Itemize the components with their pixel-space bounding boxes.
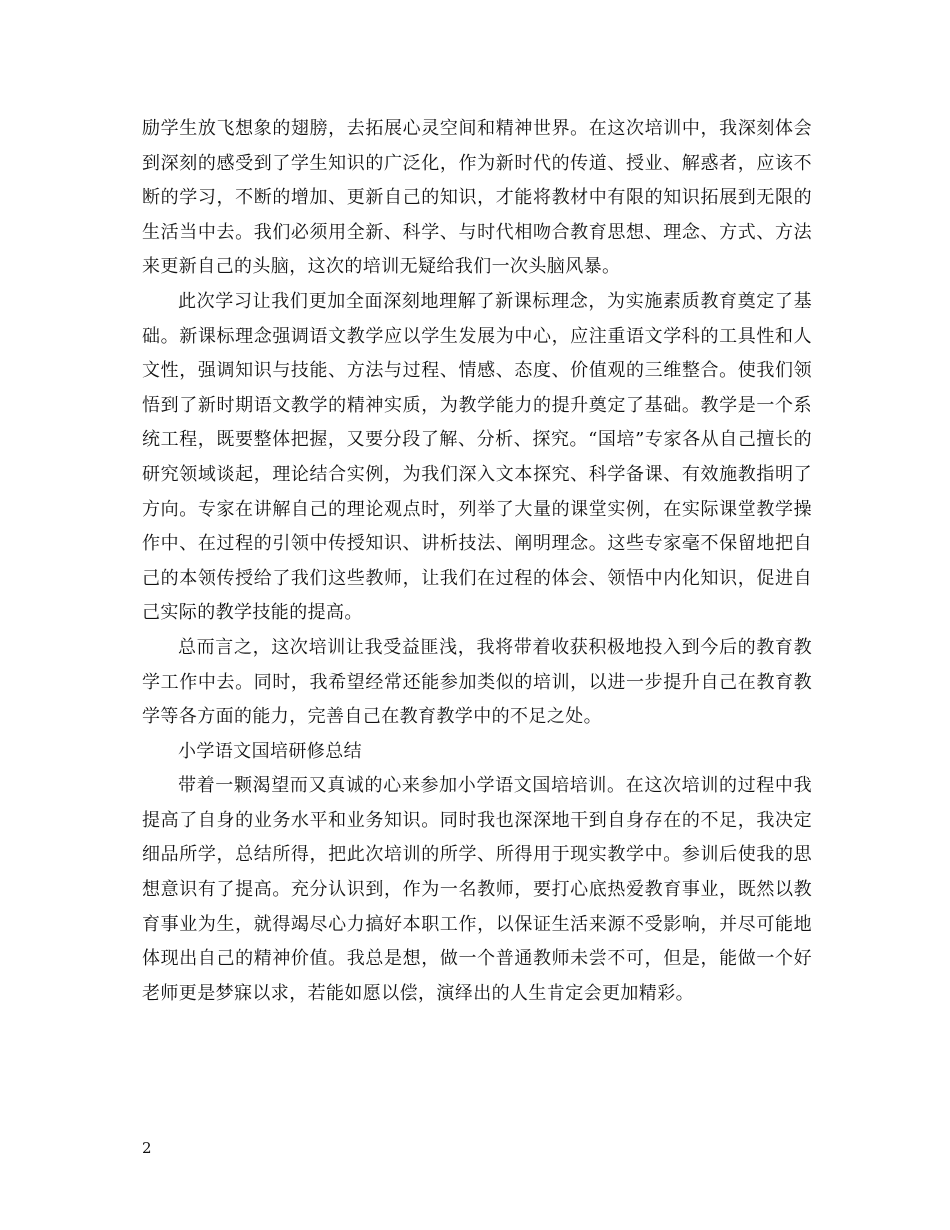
paragraph-1: 励学生放飞想象的翅膀，去拓展心灵空间和精神世界。在这次培训中，我深刻体会到深刻的感受到了学生知识的广泛化，作为新时代的传道、授业、解惑者，应该不断的学习，不断的增加、更新自己的知识，才能将教材中有限的知识拓展到无限的生活当中去。我们必须用全新、科学、与时代相吻合教育思想、理念、方式、方法来更新自己的头脑，这次的培训无疑给我们一次头脑风暴。 bbox=[142, 118, 812, 278]
section-paragraph: 带着一颗渴望而又真诚的心来参加小学语文国培培训。在这次培训的过程中我提高了自身的业务水平和业务知识。同时我也深深地干到自身存在的不足，我决定细品所学，总结所得，把此次培训的所学、所得用于现实教学中。参训后使我的思想意识有了提高。充分认识到，作为一名教师，要打心底热爱教育事业，既然以教育事业为生，就得竭尽心力搞好本职工作，以保证生活来源不受影响，并尽可能地体现出自己的精神价值。我总是想，做一个普通教师未尝不可，但是，能做一个好老师更是梦寐以求，若能如愿以偿，演绎出的人生肯定会更加精彩。 bbox=[142, 775, 812, 1004]
page-number: 2 bbox=[142, 1139, 152, 1157]
document-body bbox=[142, 112, 812, 1011]
paragraph-2: 此次学习让我们更加全面深刻地理解了新课标理念，为实施素质教育奠定了基础。新课标理念强调语文教学应以学生发展为中心，应注重语文学科的工具性和人文性，强调知识与技能、方法与过程、情感、态度、价值观的三维整合。使我们领悟到了新时期语文教学的精神实质，为教学能力的提升奠定了基础。教学是一个系统工程，既要整体把握，又要分段了解、分析、探究。“国培”专家各从自己擅长的研究领域谈起，理论结合实例，为我们深入文本探究、科学备课、有效施教指明了方向。专家在讲解自己的理论观点时，列举了大量的课堂实例，在实际课堂教学操作中、在过程的引领中传授知识、讲析技法、阐明理念。这些专家毫不保留地把自己的本领传授给了我们这些教师，让我们在过程的体会、领悟中内化知识，促进自己实际的教学技能的提高。 bbox=[142, 290, 812, 624]
section-title: 小学语文国培研修总结 bbox=[178, 740, 362, 762]
paragraph-3: 总而言之，这次培训让我受益匪浅，我将带着收获积极地投入到今后的教育教学工作中去。同时，我希望经常还能参加类似的培训，以进一步提升自己在教育教学等各方面的能力，完善自己在教育教学中的不足之处。 bbox=[142, 636, 812, 728]
